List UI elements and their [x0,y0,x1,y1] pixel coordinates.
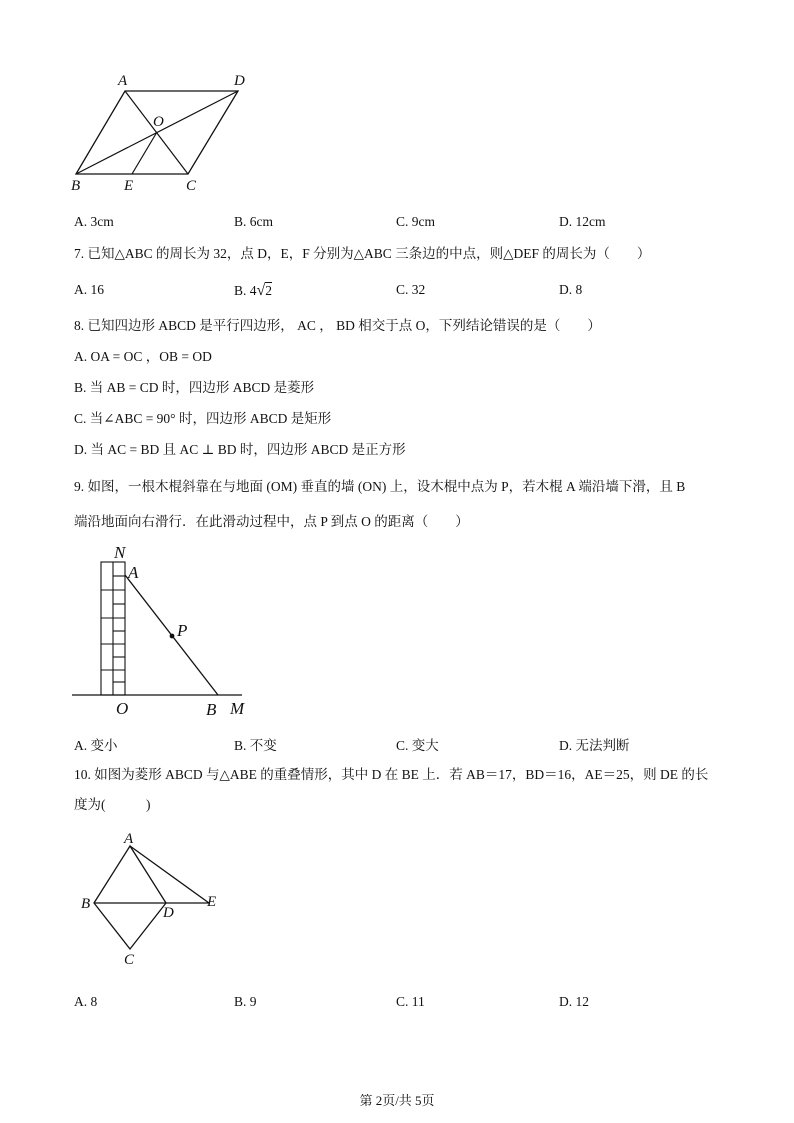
q9-question-line1: 9. 如图，一根木棍斜靠在与地面 (OM) 垂直的墙 (ON) 上，设木棍中点为 P，若木棍 A 端沿墙下滑，且 B [74,479,686,494]
q7-option-b[interactable] [234,282,272,300]
q7-option-b-radicand: 2 [265,283,273,298]
label-o: O [153,114,164,130]
label-a: A [128,563,139,582]
q7-option-a[interactable]: A. 16 [74,282,104,297]
label-d: D [163,905,174,921]
q8-option-d[interactable]: D. 当 AC = BD 且 AC ⊥ BD 时，四边形 ABCD 是正方形 [74,442,406,457]
q8-option-c[interactable]: C. 当∠ABC = 90° 时，四边形 ABCD 是矩形 [74,411,332,426]
segment-ae [130,846,209,903]
q9-question-line2: 端沿地面向右滑行．在此滑动过程中，点 P 到点 O 的距离（ ） [74,514,469,529]
q10-option-a[interactable]: A. 8 [74,994,98,1009]
label-a: A [124,832,134,847]
parallelogram-figure [60,66,260,196]
q10-question-line1: 10. 如图为菱形 ABCD 与△ABE 的重叠情形，其中 D 在 BE 上．若 AB＝17，BD＝16，AE＝25，则 DE 的长 [74,767,709,782]
label-n: N [114,543,126,562]
q9-option-c[interactable]: C. 变大 [396,738,439,753]
label-p: P [177,621,188,640]
q10-question-line2: 度为( ) [74,797,151,812]
label-c: C [124,952,135,968]
q7-question: 7. 已知△ABC 的周长为 32，点 D，E，F 分别为△ABC 三条边的中点，则△DEF 的周长为（ ） [74,246,651,261]
q6-option-d[interactable]: D. 12cm [559,214,606,229]
q9-option-b[interactable]: B. 不变 [234,738,277,753]
q7-option-c[interactable]: C. 32 [396,282,426,297]
q9-option-a[interactable]: A. 变小 [74,738,118,753]
q8-option-a[interactable]: A. OA = OC ，OB = OD [74,349,212,364]
label-b: B [206,700,217,719]
page-number: 第 2页/共 5页 [359,1093,435,1108]
q6-option-c[interactable]: C. 9cm [396,214,435,229]
label-b: B [81,896,91,912]
rhombus-abcd [94,846,166,949]
q9-option-d[interactable]: D. 无法判断 [559,738,630,753]
q8-option-b[interactable]: B. 当 AB = CD 时，四边形 ABCD 是菱形 [74,380,315,395]
q10-option-c[interactable]: C. 11 [396,994,425,1009]
midpoint-p [170,634,175,639]
rhombus-triangle-figure [74,832,234,972]
q7-option-b-prefix: B. 4 [234,283,257,298]
q10-option-b[interactable]: B. 9 [234,994,257,1009]
label-b: B [71,178,81,194]
ladder-wall-figure [66,540,266,720]
label-m: M [230,699,245,718]
label-e: E [124,178,134,194]
label-e: E [207,894,217,910]
sqrt-sign-icon: √ [256,282,266,299]
q10-option-d[interactable]: D. 12 [559,994,589,1009]
q7-option-d[interactable]: D. 8 [559,282,583,297]
q8-question: 8. 已知四边形 ABCD 是平行四边形， AC ， BD 相交于点 O，下列结论错误的是（ ） [74,318,601,333]
q6-option-a[interactable]: A. 3cm [74,214,114,229]
label-c: C [186,178,197,194]
label-d: D [234,73,245,89]
label-a: A [118,73,128,89]
brick-wall [101,562,125,695]
q6-option-b[interactable]: B. 6cm [234,214,273,229]
label-o: O [116,699,129,718]
